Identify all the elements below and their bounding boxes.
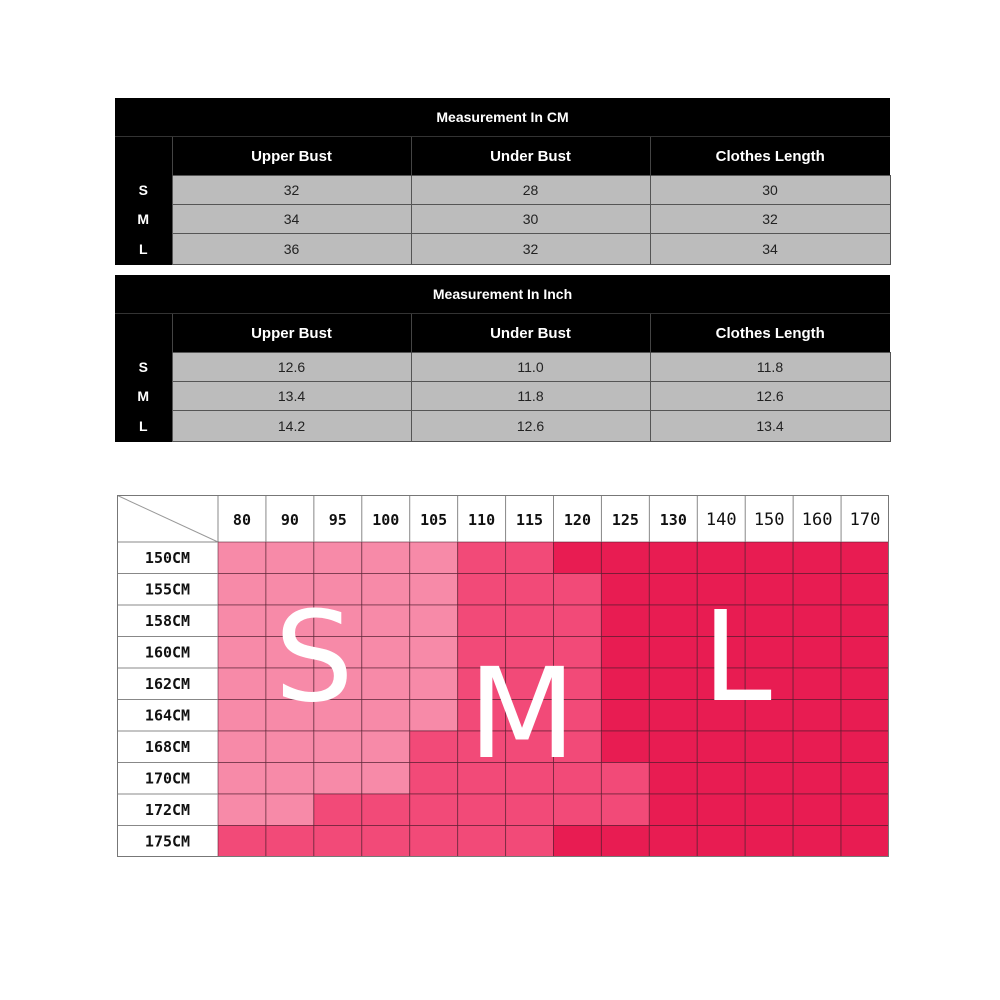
size-letter-m: M <box>468 642 576 787</box>
inch-cell: 12.6 <box>650 382 890 411</box>
cm-col-clothes-length: Clothes Length <box>650 137 890 176</box>
size-cell-l <box>841 574 889 606</box>
size-cell-l <box>745 826 793 858</box>
height-label: 155CM <box>144 580 191 599</box>
cm-table-title: Measurement In CM <box>115 98 890 137</box>
size-cell-m <box>458 574 506 606</box>
cm-row-size: L <box>115 234 172 265</box>
size-cell-l <box>745 731 793 763</box>
size-cell-l <box>841 700 889 732</box>
cm-row-size: S <box>115 176 172 205</box>
size-cell-m <box>266 826 314 858</box>
size-cell-l <box>793 542 841 574</box>
inch-table-title: Measurement In Inch <box>115 275 890 314</box>
size-cell-s <box>266 763 314 795</box>
size-cell-s <box>410 637 458 669</box>
size-cell-l <box>649 605 697 637</box>
size-cell-s <box>362 731 410 763</box>
size-cell-l <box>793 574 841 606</box>
size-cell-m <box>601 763 649 795</box>
size-cell-s <box>218 542 266 574</box>
size-cell-s <box>314 542 362 574</box>
size-cell-m <box>506 542 554 574</box>
table-row <box>115 382 890 411</box>
size-letter-s: S <box>274 585 354 730</box>
table-row <box>115 353 890 382</box>
size-cell-l <box>601 700 649 732</box>
size-cell-s <box>218 731 266 763</box>
size-cell-s <box>410 668 458 700</box>
size-cell-l <box>649 794 697 826</box>
size-cell-l <box>793 826 841 858</box>
cm-cell: 30 <box>650 176 890 205</box>
cm-cell: 32 <box>172 176 411 205</box>
weight-label: 80 <box>232 511 251 529</box>
size-letter-l: L <box>702 585 772 730</box>
size-cell-s <box>362 668 410 700</box>
weight-label: 95 <box>328 511 347 529</box>
weight-label: 170 <box>849 510 881 530</box>
size-cell-m <box>458 794 506 826</box>
height-label: 170CM <box>144 769 191 788</box>
size-cell-s <box>314 763 362 795</box>
size-cell-l <box>793 668 841 700</box>
weight-label: 125 <box>611 511 639 529</box>
size-cell-l <box>601 637 649 669</box>
size-cell-s <box>362 700 410 732</box>
size-cell-s <box>410 700 458 732</box>
cm-col-under-bust: Under Bust <box>411 137 650 176</box>
table-row <box>115 411 890 442</box>
size-cell-s <box>362 605 410 637</box>
cm-table-corner <box>115 137 172 176</box>
size-cell-m <box>410 731 458 763</box>
size-cell-l <box>697 731 745 763</box>
inch-cell: 11.0 <box>411 353 650 382</box>
size-cell-l <box>793 605 841 637</box>
weight-label: 100 <box>372 511 400 529</box>
size-cell-s <box>218 700 266 732</box>
size-cell-m <box>506 826 554 858</box>
height-label: 150CM <box>144 548 191 567</box>
cm-cell: 36 <box>172 234 411 265</box>
inch-row-size: M <box>115 382 172 411</box>
inch-cell: 13.4 <box>172 382 411 411</box>
size-cell-s <box>218 668 266 700</box>
size-cell-l <box>601 605 649 637</box>
inch-col-clothes-length: Clothes Length <box>650 314 890 353</box>
size-cell-l <box>601 542 649 574</box>
size-cell-m <box>314 794 362 826</box>
size-cell-l <box>793 637 841 669</box>
weight-label: 150 <box>753 510 785 530</box>
size-cell-m <box>554 794 602 826</box>
cm-row-size: M <box>115 205 172 234</box>
size-cell-l <box>601 668 649 700</box>
size-cell-l <box>745 763 793 795</box>
size-cell-l <box>745 542 793 574</box>
size-cell-l <box>793 794 841 826</box>
weight-label: 115 <box>515 511 544 529</box>
inch-row-size: L <box>115 411 172 442</box>
size-cell-s <box>410 542 458 574</box>
weight-label: 130 <box>659 511 687 529</box>
size-cell-l <box>649 763 697 795</box>
size-cell-s <box>362 542 410 574</box>
inch-table-corner <box>115 314 172 353</box>
inch-cell: 11.8 <box>650 353 890 382</box>
height-label: 175CM <box>144 832 191 851</box>
weight-label: 120 <box>563 511 592 529</box>
size-cell-l <box>841 605 889 637</box>
size-cell-l <box>554 826 602 858</box>
height-label: 168CM <box>144 737 191 756</box>
size-cell-m <box>506 605 554 637</box>
size-cell-m <box>554 574 602 606</box>
size-cell-l <box>841 826 889 858</box>
size-cell-l <box>697 826 745 858</box>
size-cell-l <box>841 763 889 795</box>
size-cell-l <box>601 731 649 763</box>
cm-cell: 34 <box>172 205 411 234</box>
size-cell-l <box>841 542 889 574</box>
size-cell-l <box>649 542 697 574</box>
size-cell-l <box>841 668 889 700</box>
size-cell-s <box>218 794 266 826</box>
size-cell-s <box>218 605 266 637</box>
size-cell-s <box>266 794 314 826</box>
inch-cell: 11.8 <box>411 382 650 411</box>
size-cell-l <box>793 700 841 732</box>
inch-row-size: S <box>115 353 172 382</box>
size-cell-s <box>218 763 266 795</box>
height-label: 162CM <box>144 674 191 693</box>
size-cell-s <box>266 731 314 763</box>
size-cell-l <box>841 731 889 763</box>
height-label: 158CM <box>144 611 191 630</box>
size-cell-s <box>410 574 458 606</box>
size-cell-l <box>841 794 889 826</box>
weight-label: 105 <box>420 511 448 529</box>
table-row <box>115 205 890 234</box>
cm-cell: 28 <box>411 176 650 205</box>
size-cell-l <box>649 700 697 732</box>
size-cell-m <box>314 826 362 858</box>
inch-measurement-table <box>115 275 891 442</box>
size-cell-m <box>410 763 458 795</box>
size-cell-s <box>314 731 362 763</box>
size-cell-m <box>410 794 458 826</box>
cm-cell: 32 <box>650 205 890 234</box>
cm-cell: 32 <box>411 234 650 265</box>
size-chart-grid <box>117 495 889 857</box>
size-cell-m <box>554 605 602 637</box>
weight-label: 160 <box>801 510 833 530</box>
size-cell-m <box>458 826 506 858</box>
size-cell-l <box>649 731 697 763</box>
size-cell-m <box>458 542 506 574</box>
size-cell-s <box>266 542 314 574</box>
size-cell-l <box>649 826 697 858</box>
size-cell-l <box>601 574 649 606</box>
height-label: 172CM <box>144 800 191 819</box>
size-cell-m <box>362 826 410 858</box>
inch-cell: 13.4 <box>650 411 890 442</box>
size-cell-l <box>554 542 602 574</box>
cm-col-upper-bust: Upper Bust <box>172 137 411 176</box>
weight-label: 110 <box>468 511 496 529</box>
cm-measurement-table <box>115 98 891 265</box>
inch-col-upper-bust: Upper Bust <box>172 314 411 353</box>
size-cell-l <box>841 637 889 669</box>
size-cell-l <box>697 794 745 826</box>
height-weight-size-chart <box>117 495 889 857</box>
weight-label: 140 <box>705 510 737 530</box>
table-row <box>115 234 890 265</box>
cm-cell: 34 <box>650 234 890 265</box>
size-cell-l <box>745 794 793 826</box>
height-label: 164CM <box>144 706 191 725</box>
table-row <box>115 176 890 205</box>
size-cell-m <box>601 794 649 826</box>
size-cell-l <box>793 731 841 763</box>
size-cell-s <box>362 574 410 606</box>
size-cell-s <box>362 637 410 669</box>
size-cell-s <box>218 574 266 606</box>
size-cell-l <box>697 542 745 574</box>
size-cell-s <box>218 637 266 669</box>
size-cell-l <box>793 763 841 795</box>
size-cell-l <box>649 668 697 700</box>
size-cell-l <box>601 826 649 858</box>
size-cell-m <box>506 574 554 606</box>
cm-cell: 30 <box>411 205 650 234</box>
size-cell-s <box>410 605 458 637</box>
size-cell-m <box>410 826 458 858</box>
size-cell-s <box>362 763 410 795</box>
inch-col-under-bust: Under Bust <box>411 314 650 353</box>
size-cell-m <box>362 794 410 826</box>
inch-cell: 14.2 <box>172 411 411 442</box>
weight-label: 90 <box>280 511 299 529</box>
size-cell-l <box>649 637 697 669</box>
inch-cell: 12.6 <box>411 411 650 442</box>
size-cell-m <box>218 826 266 858</box>
size-cell-m <box>458 605 506 637</box>
size-cell-l <box>649 574 697 606</box>
size-cell-l <box>697 763 745 795</box>
size-cell-m <box>506 794 554 826</box>
height-label: 160CM <box>144 643 191 662</box>
inch-cell: 12.6 <box>172 353 411 382</box>
